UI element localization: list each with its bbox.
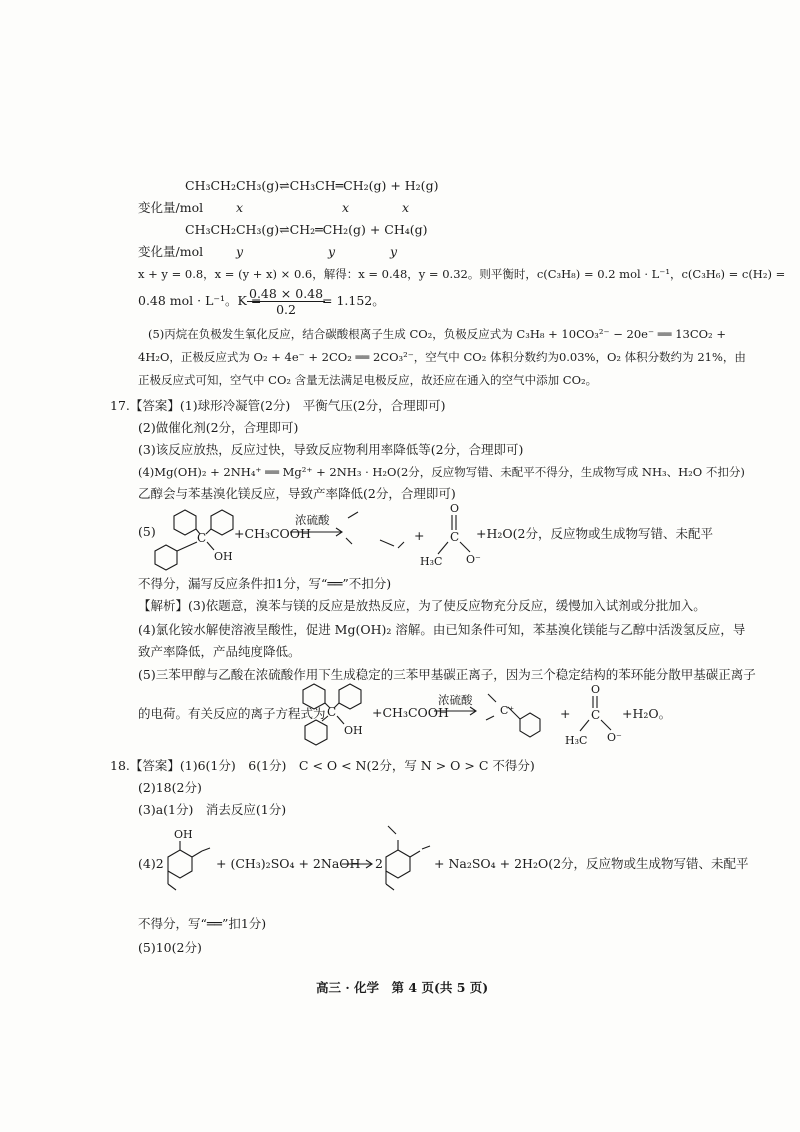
carbon-atom: C	[197, 531, 207, 545]
q17-answer-5b: 不得分，漏写反应条件扣1分，写“══”不扣分)	[138, 576, 392, 591]
oxide-anion-label: O⁻	[607, 731, 622, 744]
carbon-atom: C	[450, 530, 460, 544]
reaction-tail-text: + Na₂SO₄ + 2H₂O(2分，反应物或生成物写错、未配平	[434, 856, 749, 871]
q18-answer-3: (3)a(1分) 消去反应(1分)	[138, 802, 287, 817]
carbon-atom: C	[327, 705, 337, 719]
change-value: y	[328, 244, 336, 259]
reaction-label: (5)	[138, 524, 156, 539]
change-value: y	[236, 244, 244, 259]
q17-explanation-5a: (5)三苯甲醇与乙酸在浓硫酸作用下生成稳定的三苯甲基碳正离子，因为三个稳定结构的苯环能分散甲基碳正离子	[138, 667, 756, 682]
q17-answer-2: (2)做催化剂(2分，合理即可)	[138, 420, 299, 435]
q18-answer-2: (2)18(2分)	[138, 780, 202, 795]
solve-line: x + y = 0.8，x = (y + x) × 0.6，解得：x = 0.48，y = 0.32。则平衡时，c(C₃H₈) = 0.2 mol · L⁻¹，c(C₃H₆) = c(H₂) =	[138, 267, 786, 281]
reaction-tail-text: +H₂O。	[622, 706, 672, 721]
paragraph-5-line: 正极反应式可知，空气中 CO₂ 含量无法满足电极反应，故还应在通入的空气中添加 CO₂。	[138, 373, 598, 387]
q17-answer-3: (3)该反应放热，反应过快，导致反应物利用率降低等(2分，合理即可)	[138, 442, 524, 457]
methyl-label: H₃C	[565, 734, 588, 747]
condition-conc-sulfuric: 浓硫酸	[295, 513, 330, 527]
change-value: x	[402, 200, 410, 215]
acetic-acid-reagent: +CH₃COOH	[372, 705, 449, 720]
q17-answer-4: (4)Mg(OH)₂ + 2NH₄⁺ ══ Mg²⁺ + 2NH₃ · H₂O(2分，反应物写错、未配平不得分，生成物写成 NH₃、H₂O 不扣分)	[138, 465, 745, 479]
k-result: = 1.152。	[322, 293, 385, 308]
methyl-label: H₃C	[420, 555, 443, 568]
q17-explanation-5b: 的电荷。有关反应的离子方程式为	[138, 706, 326, 721]
change-value: x	[342, 200, 350, 215]
hydroxyl-label: OH	[214, 550, 233, 563]
carbon-atom: C	[591, 708, 601, 722]
change-label: 变化量/mol	[138, 244, 204, 259]
q18-answer-4b: 不得分，写“══”扣1分)	[138, 916, 267, 931]
k-prefix: 0.48 mol · L⁻¹。K =	[138, 293, 262, 308]
k-numerator: 0.48 × 0.48	[249, 286, 324, 301]
oxygen-atom: O	[450, 502, 460, 515]
equation-propene: CH₃CH₂CH₃(g)⇌CH₃CH═CH₂(g) + H₂(g)	[185, 178, 439, 193]
q18-answer-5: (5)10(2分)	[138, 940, 202, 955]
plus-sign: +	[414, 528, 425, 543]
q17-explanation-4b: 致产率降低，产品纯度降低。	[138, 644, 301, 659]
equation-ethylene: CH₃CH₂CH₃(g)⇌CH₂═CH₂(g) + CH₄(g)	[185, 222, 428, 237]
oxide-anion-label: O⁻	[466, 553, 481, 566]
hydroxyl-label: OH	[344, 724, 363, 737]
q17-answer-4b: 乙醇会与苯基溴化镁反应，导致产率降低(2分，合理即可)	[138, 486, 456, 501]
reaction-label: (4)2	[138, 856, 164, 871]
acetic-acid-reagent: +CH₃COOH	[234, 526, 311, 541]
change-label: 变化量/mol	[138, 200, 204, 215]
reaction-tail-text: +H₂O(2分，反应物或生成物写错、未配平	[476, 526, 713, 541]
plus-sign: +	[560, 706, 571, 721]
change-value: x	[236, 200, 244, 215]
hydroxyl-label: OH	[174, 828, 193, 841]
vanillin-structure	[168, 828, 210, 890]
benzene-ring	[168, 850, 192, 878]
page-footer: 高三 · 化学 第 4 页(共 5 页)	[316, 980, 489, 995]
q18-answer-head: 18.【答案】(1)6(1分) 6(1分) C < O < N(2分，写 N > O > C 不得分)	[110, 758, 535, 773]
paragraph-5-line: (5)丙烷在负极发生氧化反应，结合碳酸根离子生成 CO₂，负极反应式为 C₃H₈ + 10CO₃²⁻ − 20e⁻ ══ 13CO₂ +	[148, 327, 726, 341]
k-denominator: 0.2	[276, 302, 296, 317]
benzene-ring	[386, 850, 410, 878]
q17-explanation-4a: (4)氯化铵水解使溶液呈酸性，促进 Mg(OH)₂ 溶解。由已知条件可知，苯基溴化镁能与乙醇中活泼氢反应，导	[138, 622, 746, 637]
change-value: y	[390, 244, 398, 259]
carbocation-label: C⁺	[500, 704, 515, 717]
condition-conc-sulfuric: 浓硫酸	[438, 693, 473, 707]
dimethoxy-benzaldehyde-structure	[386, 826, 430, 890]
product-coefficient: 2	[375, 856, 383, 871]
paragraph-5-line: 4H₂O，正极反应式为 O₂ + 4e⁻ + 2CO₂ ══ 2CO₃²⁻，空气中 CO₂ 体积分数约为0.03%，O₂ 体积分数约为 21%，由	[138, 350, 746, 364]
reagents-text: + (CH₃)₂SO₄ + 2NaOH	[216, 856, 361, 871]
q17-answer-head: 17.【答案】(1)球形冷凝管(2分) 平衡气压(2分，合理即可)	[110, 398, 446, 413]
q17-explanation-3: 【解析】(3)依题意，溴苯与镁的反应是放热反应，为了使反应物充分反应，缓慢加入试剂或分批加入。	[138, 598, 706, 613]
oxygen-atom: O	[591, 683, 601, 696]
